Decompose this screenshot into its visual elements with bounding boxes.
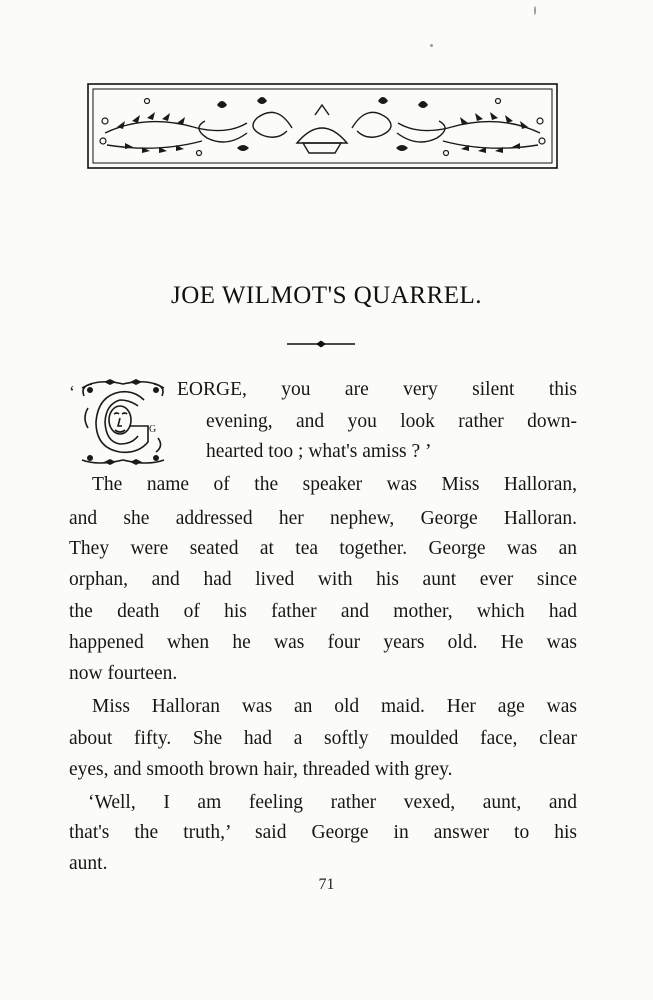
paragraph-line: orphan, and had lived with his aunt ever since [69,569,577,590]
paragraph-line: Miss Halloran was an old maid. Her age was [92,696,577,717]
paragraph-line: now fourteen. [69,663,178,684]
paragraph-line: happened when he was four years old. He was [69,632,577,653]
paragraph-line: ‘Well, I am feeling rather vexed, aunt, and [88,792,577,813]
drop-cap-letter: G [149,424,157,435]
page-number: 71 [318,876,335,893]
paragraph-line: that's the truth,’ said George in answer to his [69,822,577,843]
paper-speck [430,44,433,47]
paper-speck [534,6,536,15]
opening-line: evening, and you look rather down- [206,411,577,432]
floral-headpiece-ornament [87,83,558,169]
ornamental-drop-cap [78,378,168,466]
paragraph-line: aunt. [69,853,108,874]
paragraph-line: the death of his father and mother, which had [69,601,577,622]
chapter-title: JOE WILMOT'S QUARREL. [170,282,483,309]
title-divider-ornament [287,340,355,348]
paragraph-line: eyes, and smooth brown hair, threaded with grey. [69,759,453,780]
opening-line: EORGE, you are very silent this [177,379,577,400]
opening-quote-mark: ‘ [69,382,75,402]
opening-line: hearted too ; what's amiss ? ’ [206,441,432,462]
paragraph-line: They were seated at tea together. George was an [69,538,577,559]
paragraph-line: about fifty. She had a softly moulded face, clear [69,728,577,749]
paragraph-line: and she addressed her nephew, George Halloran. [69,508,577,529]
paragraph-line: The name of the speaker was Miss Halloran, [92,474,577,495]
